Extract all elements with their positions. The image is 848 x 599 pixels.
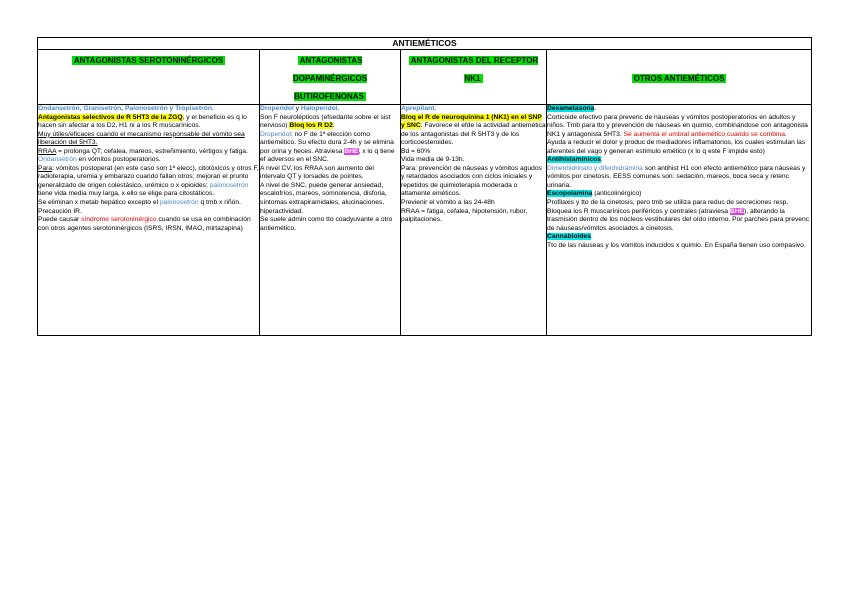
paragraph: Dimenhidrinato y difenhidramina son antihist H1 con efecto antiemético para náuseas y vómitos por cinetosis. EESS comunes son: sedación, mareos, boca seca y retenc urinaria. [547, 164, 806, 189]
paragraph: Ondansetrón, Granisetrón, Palonosetrón y Tropisetrón. [38, 105, 214, 112]
antiemetics-table [37, 37, 812, 336]
paragraph: Droperidol y Haloperidol. [260, 105, 340, 112]
cell-serotonergic [38, 105, 260, 336]
header-serotonergic [38, 50, 260, 105]
paragraph: Cannabioides. [547, 233, 593, 241]
paragraph: Droperidol: no F de 1ª elección como antiemético. Su efecto dura 2-4h y se elimina por orina y heces. Atraviesa BHE, x lo q tiene ef adversos en el SNC. [260, 130, 395, 164]
paragraph: Se suele admin como tto coadyuvante a otro antiemético. [260, 216, 393, 232]
header-label: ANTAGONISTAS DOPAMINÉRGICOS BUTIROFENONAS [292, 56, 368, 101]
paragraph: Aprepitant. [401, 105, 437, 112]
paragraph: Profilaxis y tto de la cinetosis, pero tmb se utiliza para reduc de secreciones resp. Bloquea los R muscarínicos periféricos y centrales (atraviesa BHE), alterando la trasmisión dentro de los núcleos vestibulares del oído interno. Por parches para prevenc de náuseas/vómitos asociados a cinetosis. [547, 199, 810, 232]
paragraph: Tto de las náuseas y los vómitos inducidos x quimio. En España tienen uso compasivo. [547, 241, 806, 249]
paragraph: Vida media de 9-13h. [401, 156, 465, 164]
header-nk1 [401, 50, 547, 105]
paragraph: Se eliminan x metab hepático excepto el palonosetrón q tmb x riñón. Precaución IR. [38, 199, 241, 215]
paragraph: Para: vómitos postoperat (en este caso son 1ª elecc), citotóxicos y otros F, radioterapia, uremia y embarazo cuando fallan otros; mejoran el prurito generalizado de origen colestásico, urémico o x opioides; palonosetrón tiene vida media muy larga, x ello se elige para citostáticos. [38, 164, 259, 198]
paragraph: Para: prevención de náuseas y vómitos agudos y retardados asociados con ciclos iniciales y repetidos de quimioterapia moderada o altamente eméticos. [401, 164, 542, 198]
paragraph: Son F neurolépticos (efsedante sobre el sist nervioso) Bloq los R D2. [260, 113, 391, 130]
paragraph: RRAA = fatiga, cefalea, hipotensión, rubor, palpitaciones. [401, 207, 528, 224]
header-dopaminergic [260, 50, 401, 105]
header-others [547, 50, 812, 105]
header-label: ANTAGONISTAS SEROTONINÉRGICOS [73, 56, 224, 65]
paragraph: Antagonistas selectivos de R 5HT3 de la ZGQ, y el beneficio es q lo hacen sin afectar a los D2, H1 ni a los R muscarínicos. [38, 113, 247, 130]
paragraph: A nivel CV, los RRAA son aumento del intervalo QT y torsades de pointes. [260, 164, 374, 181]
paragraph: Muy útiles/eficaces cuando el mecanismo responsable del vómito sea liberación del 5HT3. [38, 130, 245, 147]
header-label: OTROS ANTIEMÉTICOS [633, 74, 725, 83]
paragraph: Bloq el R de neuroquinina 1 (NK1) en el SNP y SNC. Favorece el efde la actividad antiemética de los antagonistas del R 5HT3 y de los corticoesteroides. [401, 113, 546, 147]
table-title: ANTIEMÉTICOS [38, 38, 812, 50]
header-label: ANTAGONISTAS DEL RECEPTOR NK1 [410, 56, 539, 83]
paragraph: Escopolamina (anticolinérgico) [547, 190, 642, 198]
cell-others [547, 105, 812, 336]
paragraph: Previenir el vómito a las 24-48h [401, 199, 495, 207]
cell-dopaminergic [260, 105, 401, 336]
paragraph: Bd = 60% [401, 147, 431, 155]
paragraph: Ayuda a reducir el dolor y produc de mediadores inflamatorios, los cuales estimulan las aferentes del vago y generan estímulo emético (x lo q este F impide esto) [547, 139, 806, 155]
paragraph: Dexametasona. [547, 105, 597, 112]
paragraph: Puede causar síndrome serotoninérgico cuando se usa en combinación con otros agentes serotoninérgicos (ISRS, IRSN, IMAO, mirtazapina) [38, 216, 251, 232]
paragraph: A nivel de SNC, puede generar ansiedad, escalofríos, mareos, somnolencia, disforia, síntomas extrapiramidales, alucinaciones, hiperactividad. [260, 181, 387, 215]
paragraph: RRAA = prolonga QT; cefalea, mareos, estreñimiento, vértigos y fatiga. Ondansetrón en vómitos postoperatorios. [38, 147, 248, 164]
paragraph: Antihistamínicos. [547, 156, 603, 164]
paragraph: Corticoide efectivo para prevenc de náuseas y vómitos postoperatorios en adultos y niños. Tmb para tto y prevención de náuseas en quimio, combinándose con antagonista NK1 y antagonista 5HT3. Se aumenta el umbral antiemético cuando se combina. [547, 113, 808, 138]
cell-nk1 [401, 105, 547, 336]
